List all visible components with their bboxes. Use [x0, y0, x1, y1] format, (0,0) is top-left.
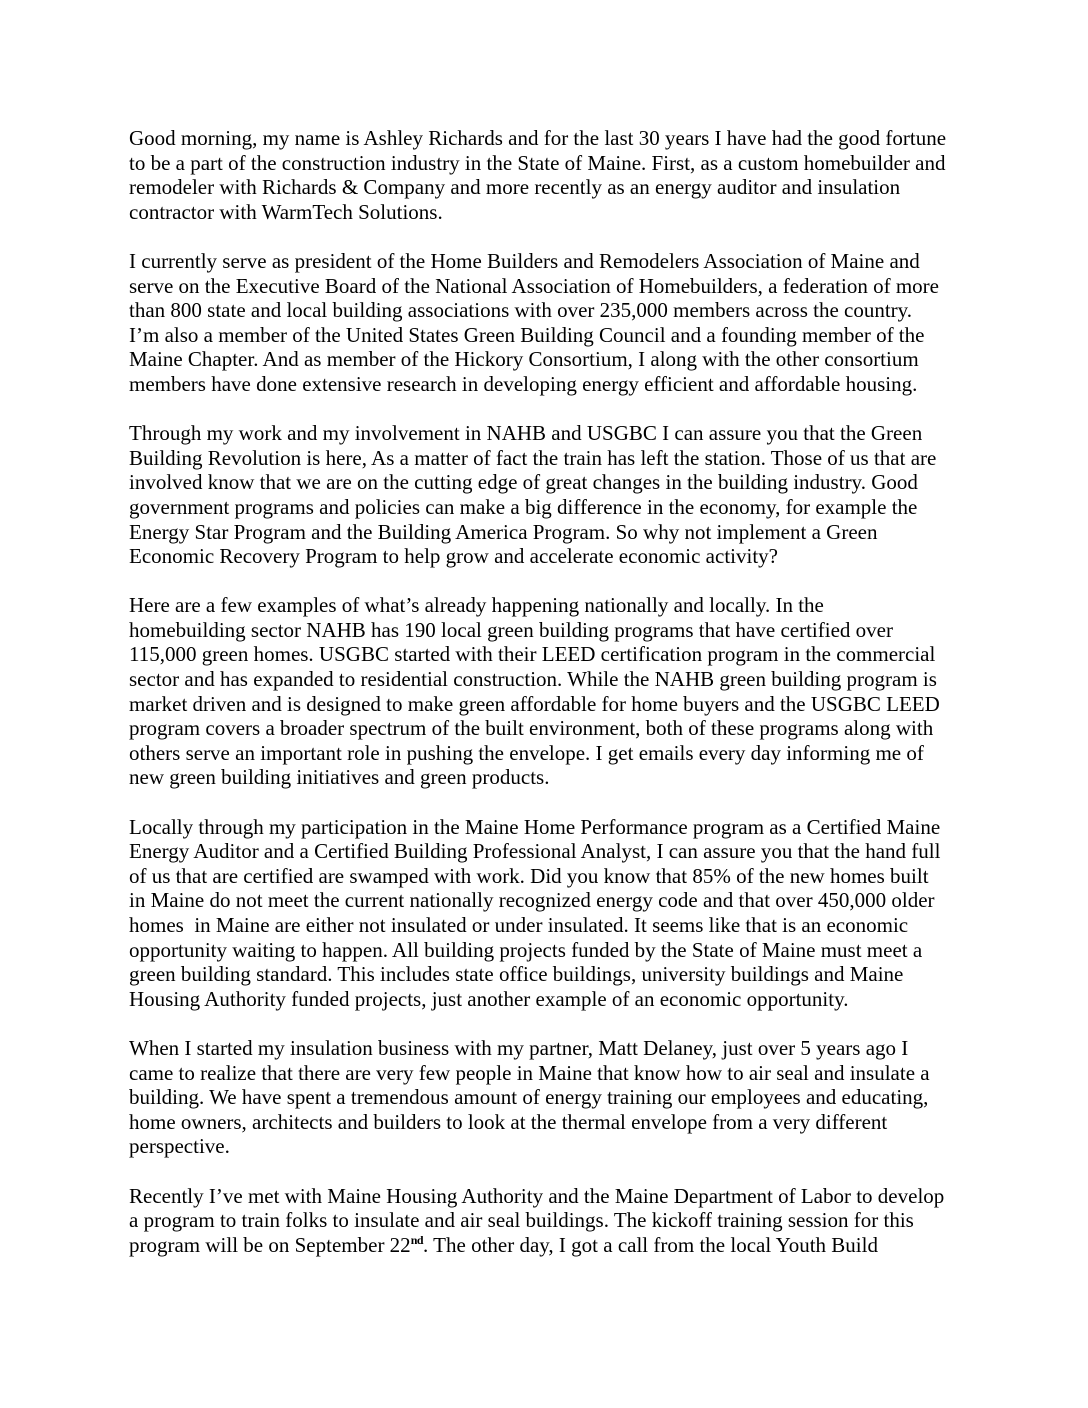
text-line	[129, 1085, 962, 1110]
text-segment: homes in Maine are either not insulated or under insulated. It seems like that is an economic	[129, 913, 909, 937]
text-line	[129, 618, 962, 643]
text-line	[129, 716, 962, 741]
paragraph-1	[129, 126, 962, 224]
text-line	[129, 1110, 962, 1135]
text-line	[129, 421, 962, 446]
text-segment: program covers a broader spectrum of the built environment, both of these programs along with	[129, 716, 934, 741]
text-line	[129, 692, 962, 717]
text-line	[129, 1061, 962, 1086]
text-segment: Building Revolution is here, As a matter of fact the train has left the station. Those of us that are	[129, 445, 937, 470]
text-segment: Locally through my participation in the Maine Home Performance program as a Certified Maine	[129, 814, 941, 839]
text-line	[129, 151, 962, 176]
text-line	[129, 938, 962, 963]
text-segment: came to realize that there are very few people in Maine that know how to air seal and insulate a	[129, 1060, 930, 1085]
text-segment: contractor with WarmTech Solutions.	[129, 199, 443, 224]
text-line	[129, 495, 962, 520]
text-line	[129, 1208, 962, 1233]
text-line	[129, 175, 962, 200]
text-segment: Good morning, my name is Ashley Richards and for the last 30 years I have had the good fortune	[129, 126, 947, 150]
document-body	[129, 126, 962, 1257]
text-segment: than 800 state and local building associations with over 235,000 members across the country.	[129, 298, 913, 323]
text-line	[129, 544, 962, 569]
text-line	[129, 913, 962, 938]
text-segment: Energy Auditor and a Certified Building Professional Analyst, I can assure you that the hand full	[129, 839, 941, 864]
paragraph-7	[129, 1184, 962, 1258]
text-line	[129, 987, 962, 1012]
text-line	[129, 962, 962, 987]
text-segment: Here are a few examples of what’s already happening nationally and locally. In the	[129, 593, 824, 618]
text-line	[129, 593, 962, 618]
text-line	[129, 1036, 962, 1061]
text-line	[129, 323, 962, 348]
text-segment: homebuilding sector NAHB has 190 local green building programs that have certified over	[129, 617, 893, 642]
text-segment: Through my work and my involvement in NAHB and USGBC I can assure you that the Green	[129, 421, 923, 446]
text-line	[129, 1184, 962, 1209]
text-line	[129, 470, 962, 495]
superscript-text: nd	[410, 1232, 424, 1247]
text-line	[129, 642, 962, 667]
paragraph-2	[129, 249, 962, 397]
text-segment: in Maine do not meet the current nationally recognized energy code and that over 450,000 older	[129, 888, 935, 913]
text-line	[129, 839, 962, 864]
text-line	[129, 347, 962, 372]
paragraph-4	[129, 593, 962, 790]
text-segment: opportunity waiting to happen. All building projects funded by the State of Maine must meet a	[129, 937, 923, 962]
text-line	[129, 1233, 962, 1258]
text-line	[129, 200, 962, 225]
text-segment: Energy Star Program and the Building America Program. So why not implement a Green	[129, 519, 878, 544]
text-segment: program will be on September 22	[129, 1232, 411, 1257]
text-segment: Housing Authority funded projects, just another example of an economic opportunity.	[129, 986, 849, 1011]
text-segment: perspective.	[129, 1134, 230, 1159]
text-segment: . The other day, I got a call from the local Youth Build	[423, 1232, 878, 1257]
text-segment: I’m also a member of the United States Green Building Council and a founding member of the	[129, 322, 925, 347]
text-segment: When I started my insulation business with my partner, Matt Delaney, just over 5 years ago I	[129, 1035, 909, 1060]
text-segment: remodeler with Richards & Company and more recently as an energy auditor and insulation	[129, 175, 901, 200]
text-segment: government programs and policies can make a big difference in the economy, for example the	[129, 494, 918, 519]
text-line	[129, 888, 962, 913]
text-segment: a program to train folks to insulate and air seal buildings. The kickoff training session for this	[129, 1208, 914, 1233]
text-segment: Recently I’ve met with Maine Housing Authority and the Maine Department of Labor to develop	[129, 1183, 945, 1208]
text-segment: I currently serve as president of the Home Builders and Remodelers Association of Maine and	[129, 248, 920, 273]
text-segment: Economic Recovery Program to help grow and accelerate economic activity?	[129, 544, 778, 569]
text-line	[129, 815, 962, 840]
text-line	[129, 446, 962, 471]
text-segment: 115,000 green homes. USGBC started with their LEED certification program in the commercial	[129, 642, 936, 667]
text-line	[129, 1134, 962, 1159]
text-segment: sector and has expanded to residential construction. While the NAHB green building program is	[129, 667, 937, 692]
text-segment: building. We have spent a tremendous amount of energy training our employees and educating,	[129, 1085, 929, 1110]
text-segment: home owners, architects and builders to look at the thermal envelope from a very different	[129, 1109, 888, 1134]
text-segment: Maine Chapter. And as member of the Hickory Consortium, I along with the other consortium	[129, 347, 919, 372]
text-line	[129, 274, 962, 299]
text-segment: members have done extensive research in developing energy efficient and affordable housing.	[129, 371, 918, 396]
text-line	[129, 520, 962, 545]
text-line	[129, 249, 962, 274]
text-segment: green building standard. This includes state office buildings, university buildings and Maine	[129, 962, 904, 987]
text-segment: others serve an important role in pushing the envelope. I get emails every day informing me of	[129, 740, 924, 765]
text-segment: involved know that we are on the cutting edge of great changes in the building industry. Good	[129, 470, 918, 495]
text-line	[129, 864, 962, 889]
paragraph-6	[129, 1036, 962, 1159]
paragraph-3	[129, 421, 962, 569]
text-line	[129, 372, 962, 397]
text-line	[129, 667, 962, 692]
paragraph-5	[129, 815, 962, 1012]
text-segment: new green building initiatives and green products.	[129, 765, 550, 790]
text-line	[129, 298, 962, 323]
text-line	[129, 126, 962, 151]
text-segment: serve on the Executive Board of the National Association of Homebuilders, a federation of more	[129, 273, 939, 298]
text-segment: of us that are certified are swamped with work. Did you know that 85% of the new homes built	[129, 863, 929, 888]
text-line	[129, 765, 962, 790]
text-segment: market driven and is designed to make green affordable for home buyers and the USGBC LEED	[129, 691, 940, 716]
text-segment: to be a part of the construction industry in the State of Maine. First, as a custom homebuilder and	[129, 150, 946, 175]
text-line	[129, 741, 962, 766]
